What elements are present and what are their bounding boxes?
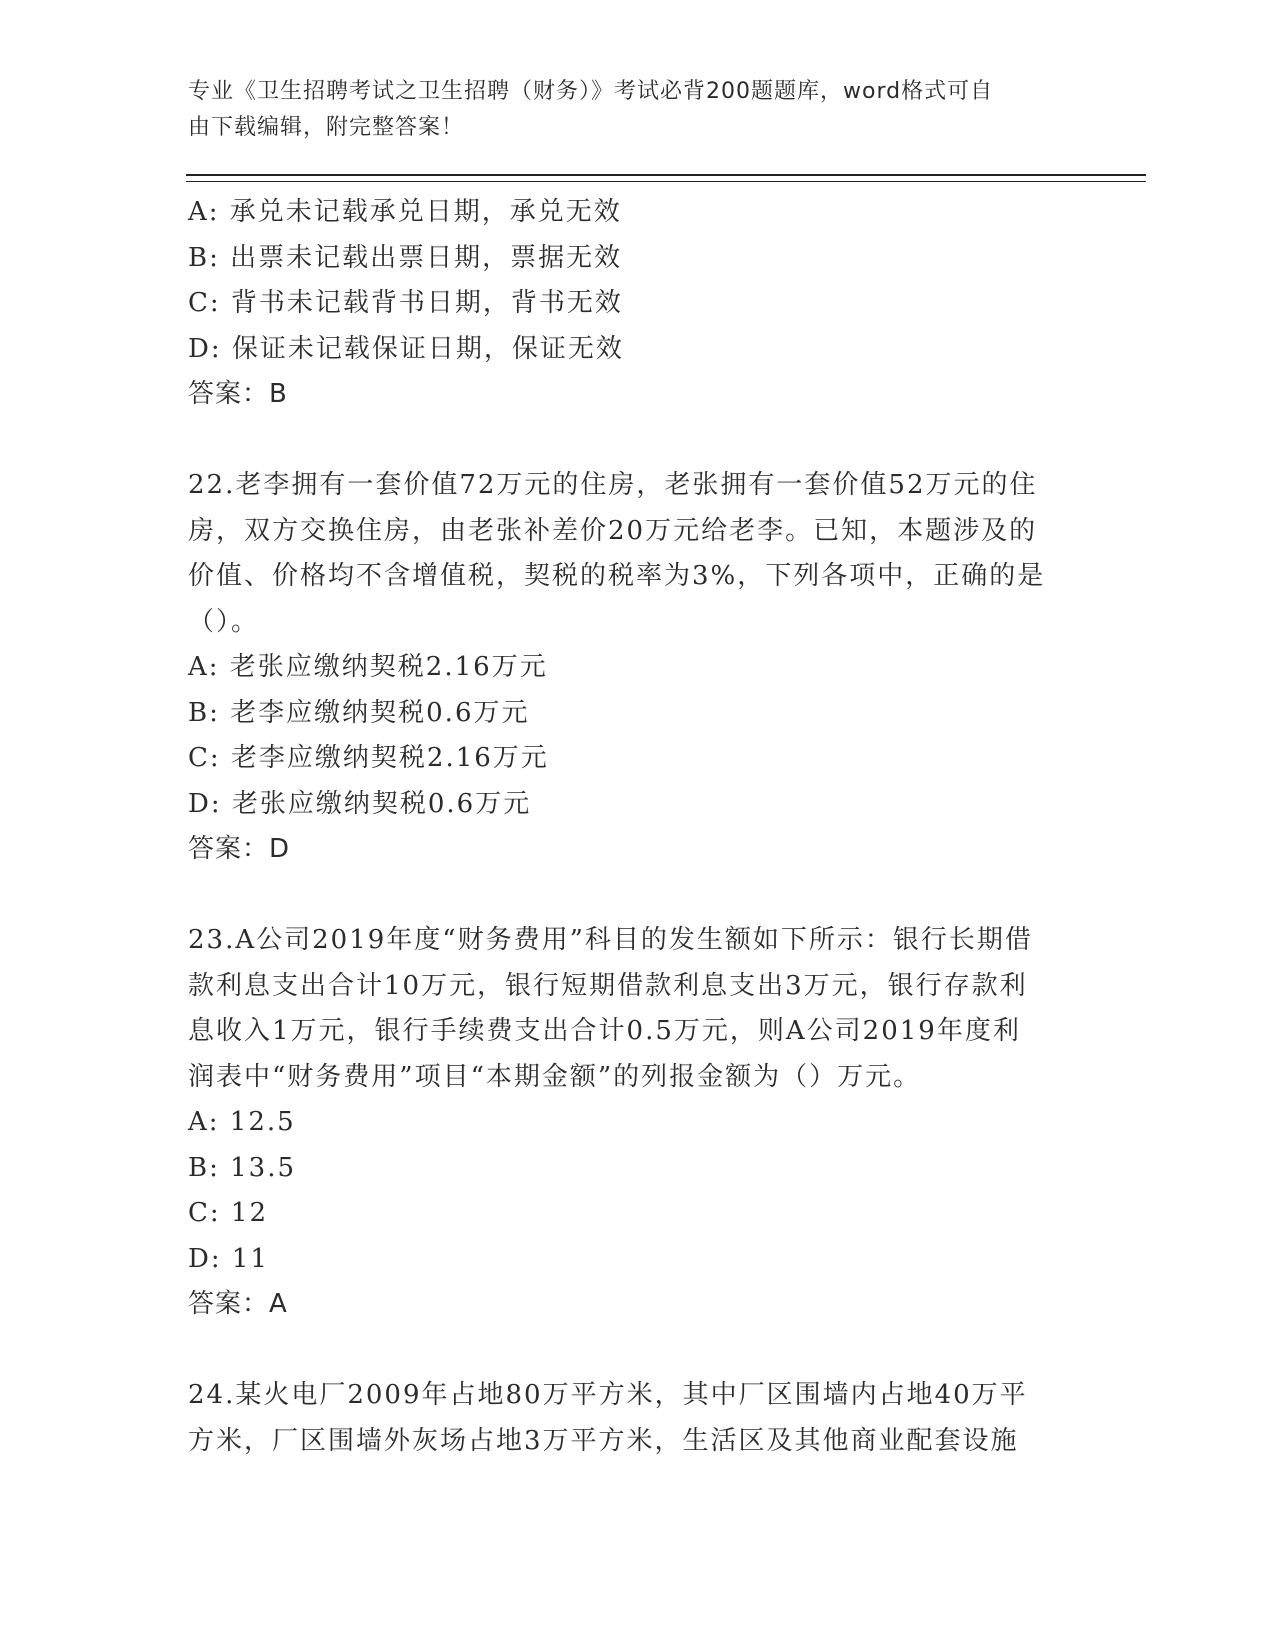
q23-option-c: C: 12 (188, 1198, 269, 1228)
question-content (188, 190, 1088, 1464)
question-22-block (188, 463, 1088, 873)
header-line-1: 专业《卫生招聘考试之卫生招聘（财务）》考试必背200题题库，word格式可自 (188, 79, 994, 104)
q23-stem-line-3: 息收入1万元，银行手续费支出合计0.5万元，则A公司2019年度利 (188, 1016, 1021, 1046)
spacer (188, 873, 1088, 919)
q22-answer: 答案：D (188, 834, 291, 864)
q22-stem-line-2: 房，双方交换住房，由老张补差价20万元给老李。已知，本题涉及的 (188, 515, 1038, 546)
q22-stem-line-1: 22.老李拥有一套价值72万元的住房，老张拥有一套价值52万元的住 (188, 470, 1038, 500)
document-header (188, 74, 1078, 146)
q21-option-a: A: 承兑未记载承兑日期，承兑无效 (188, 197, 622, 227)
spacer (188, 418, 1088, 464)
q21-answer: 答案：B (188, 379, 288, 409)
q22-option-b: B: 老李应缴纳契税0.6万元 (188, 697, 530, 728)
header-line-2: 由下载编辑，附完整答案！ (188, 115, 465, 140)
spacer (188, 1328, 1088, 1374)
question-23-block (188, 918, 1088, 1328)
q24-stem-line-2: 方米，厂区围墙外灰场占地3万平方米，生活区及其他商业配套设施 (188, 1425, 1019, 1456)
q22-stem-line-4: （）。 (188, 606, 260, 637)
q23-option-d: D: 11 (188, 1243, 269, 1274)
q24-stem-line-1: 24.某火电厂2009年占地80万平方米，其中厂区围墙内占地40万平 (188, 1380, 1028, 1410)
q22-option-c: C: 老李应缴纳契税2.16万元 (188, 743, 549, 773)
question-24-block (188, 1373, 1088, 1464)
q23-stem-line-4: 润表中“财务费用”项目“本期金额”的列报金额为（）万元。 (188, 1061, 922, 1092)
q21-option-d: D: 保证未记载保证日期，保证无效 (188, 333, 624, 364)
question-21-block (188, 190, 1088, 418)
header-rule-thin (186, 181, 1146, 182)
q21-option-c: C: 背书未记载背书日期，背书无效 (188, 288, 623, 318)
q23-stem-line-1: 23.A公司2019年度“财务费用”科目的发生额如下所示：银行长期借 (188, 925, 1033, 955)
q22-option-a: A: 老张应缴纳契税2.16万元 (188, 652, 548, 682)
q22-stem-line-3: 价值、价格均不含增值税，契税的税率为3%，下列各项中，正确的是 (188, 561, 1046, 591)
q21-option-b: B: 出票未记载出票日期，票据无效 (188, 242, 623, 273)
q23-option-b: B: 13.5 (188, 1152, 297, 1183)
q23-stem-line-2: 款利息支出合计10万元，银行短期借款利息支出3万元，银行存款利 (188, 970, 1028, 1001)
header-rule-thick (186, 174, 1146, 176)
q22-option-d: D: 老张应缴纳契税0.6万元 (188, 788, 532, 819)
q23-option-a: A: 12.5 (188, 1107, 296, 1137)
q23-answer: 答案：A (188, 1289, 288, 1319)
